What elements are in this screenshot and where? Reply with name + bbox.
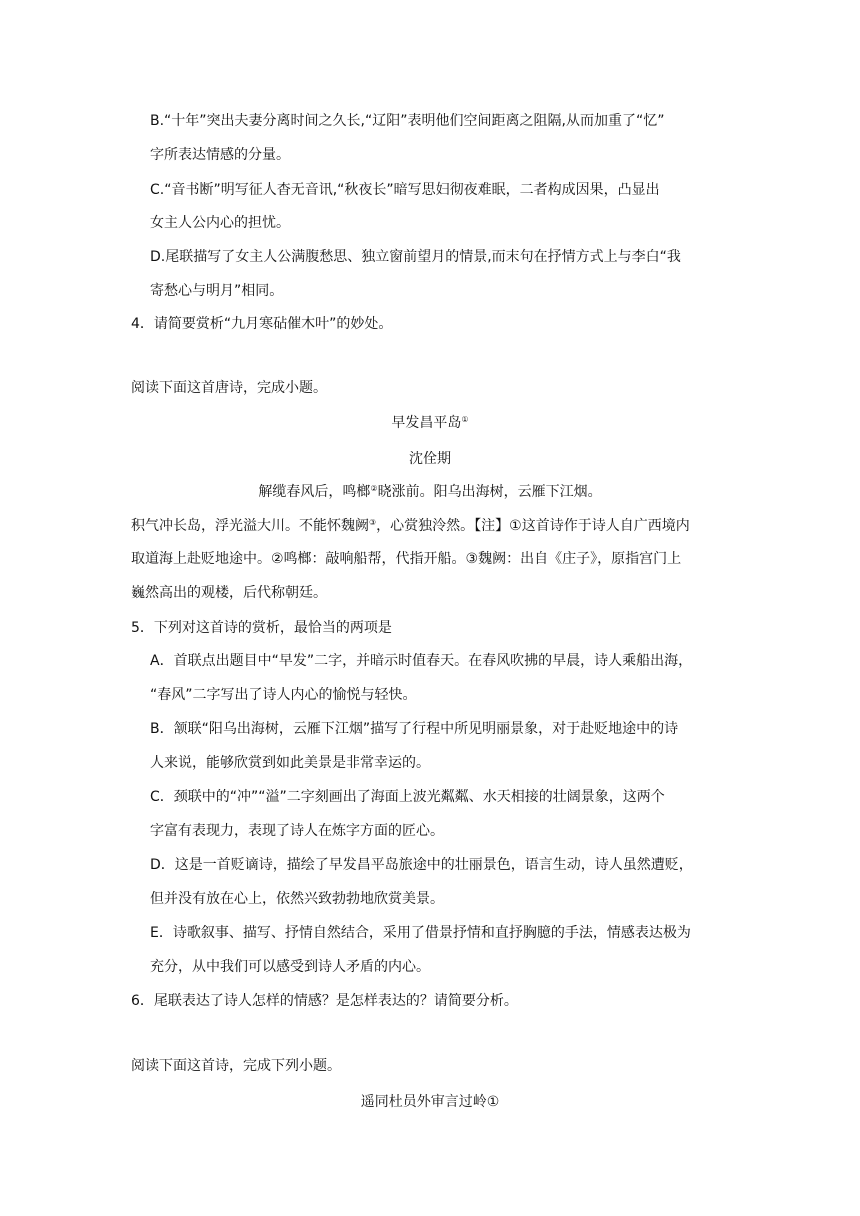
- q3-option-d-line2: 寄愁心与明月”相同。: [150, 283, 284, 299]
- q5-option-c-line2: 字富有表现力，表现了诗人在炼字方面的匠心。: [150, 823, 444, 839]
- poem-verse-2-part-b: ，心赏独泠然。【注】①这首诗作于诗人自广西境内: [376, 518, 690, 534]
- q5-option-a-line2: “春风”二字写出了诗人内心的愉悦与轻快。: [150, 687, 417, 703]
- q5-option-d-line1: D．这是一首贬谪诗，描绘了早发昌平岛旅途中的壮丽景色，语言生动，诗人虽然遭贬，: [150, 857, 693, 873]
- poem-verse-1-part-a: 解缆春风后，鸣榔: [258, 484, 371, 500]
- passage2-intro: 阅读下面这首唐诗，完成小题。: [131, 380, 327, 396]
- q5-option-e-line2: 充分，从中我们可以感受到诗人矛盾的内心。: [150, 959, 430, 975]
- q3-option-c-line1: C.“音书断”明写征人杳无音讯,“秋夜长”暗写思妇彻夜难眠，二者构成因果，凸显出: [150, 182, 660, 198]
- q5-option-d-line2: 但并没有放在心上，依然兴致勃勃地欣赏美景。: [150, 891, 444, 907]
- q3-option-b-line2: 字所表达情感的分量。: [150, 147, 290, 163]
- passage3-intro: 阅读下面这首诗，完成下列小题。: [131, 1058, 341, 1074]
- poem-verse-2-and-notes: [131, 516, 690, 536]
- q5-option-c-line1: C．颈联中的“冲”“溢”二字刻画出了海面上波光粼粼、水天相接的壮阔景象，这两个: [150, 789, 665, 805]
- question-6: 6．尾联表达了诗人怎样的情感？是怎样表达的？请简要分析。: [131, 993, 518, 1009]
- poem-verse-1: [0, 482, 860, 502]
- q3-option-b-line1: B.“十年”突出夫妻分离时间之久长,“辽阳”表明他们空间距离之阻隔,从而加重了“忆”: [150, 113, 665, 129]
- footnote-mark-2: ②: [370, 484, 378, 493]
- q3-option-c-line2: 女主人公内心的担忧。: [150, 215, 290, 231]
- q5-option-b-line1: B．颔联“阳乌出海树，云雁下江烟”描写了行程中所见明丽景象，对于赴贬地途中的诗: [150, 721, 679, 737]
- poem-notes-line3: 巍然高出的观楼，后代称朝廷。: [131, 585, 327, 601]
- poem-verse-2-part-a: 积气冲长岛，浮光溢大川。不能怀魏阙: [131, 518, 369, 534]
- q5-option-b-line2: 人来说，能够欣赏到如此美景是非常幸运的。: [150, 755, 430, 771]
- footnote-mark-3: ③: [369, 518, 377, 527]
- q3-option-d-line1: D.尾联描写了女主人公满腹愁思、独立窗前望月的情景,而末句在抒情方式上与李白“我: [150, 249, 681, 265]
- poem-author: 沈佺期: [409, 451, 451, 467]
- question-4: 4．请简要赏析“九月寒砧催木叶”的妙处。: [131, 316, 393, 332]
- passage3-poem-title: 遥同杜员外审言过岭①: [360, 1094, 500, 1110]
- q5-option-e-line1: E．诗歌叙事、描写、抒情自然结合，采用了借景抒情和直抒胸臆的手法，情感表达极为: [150, 925, 691, 941]
- poem-title: [0, 413, 860, 433]
- q5-option-a-line1: A．首联点出题目中“早发”二字，并暗示时值春天。在春风吹拂的早晨，诗人乘船出海，: [150, 653, 693, 669]
- poem-title-text: 早发昌平岛: [391, 415, 462, 431]
- poem-notes-line2: 取道海上赴贬地途中。②鸣榔：敲响船帮，代指开船。③魏阙：出自《庄子》，原指宫门上: [131, 551, 682, 567]
- poem-title-footnote-mark: ①: [461, 415, 469, 424]
- question-5-stem: 5．下列对这首诗的赏析，最恰当的两项是: [131, 620, 392, 636]
- poem-verse-1-part-b: 晓涨前。阳乌出海树，云雁下江烟。: [377, 484, 602, 500]
